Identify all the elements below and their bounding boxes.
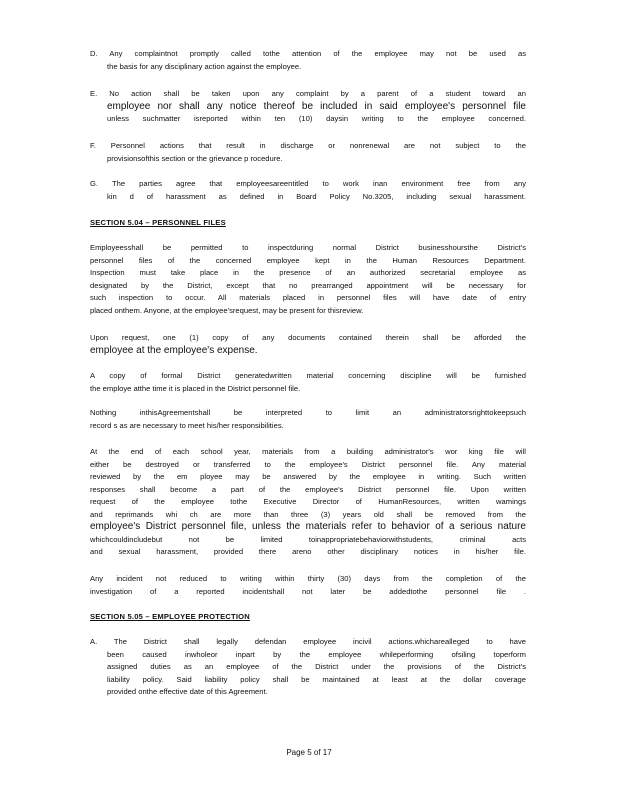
section-a-line: assigned duties as an employee of the District under the provisions of the District's xyxy=(107,662,526,671)
section-d-line: the basis for any disciplinary action against the employee. xyxy=(107,61,302,71)
section-g xyxy=(90,178,526,203)
paragraph-line: record s as are necessary to meet his/her responsibilities. xyxy=(90,420,284,430)
paragraph-line: and sexual harassment, provided there areno other disciplinary notices in his/her file. xyxy=(90,547,526,556)
section-a-line: provided onthe effective date of this Agreement. xyxy=(107,687,268,696)
paragraph-line: At the end of each school year, materials from a building administrator's wor king file will xyxy=(90,447,526,456)
section-g-line: kin d of harassment as defined in Board Policy No.3205, including sexual harassment. xyxy=(107,191,526,201)
section-a-line: liability policy. Said liability policy shall be maintained at least at the dollar coverage xyxy=(107,674,526,684)
section-5-04-heading: SECTION 5.04 – PERSONNEL FILES xyxy=(90,218,226,227)
section-f-line: provisionsofthis section or the grievance p rocedure. xyxy=(107,153,283,163)
section-d-line: D. Any complaintnot promptly called tothe attention of the employee may not be used as xyxy=(90,49,526,58)
paragraph-line: employee at the employee's expense. xyxy=(90,344,258,356)
section-f xyxy=(90,140,526,165)
paragraph-line: personnel files of the concerned employee kept in the Human Resources Department. xyxy=(90,255,526,265)
paragraph-line: employee's District personnel file, unless the materials refer to behavior of a serious nature xyxy=(90,521,526,532)
personnel-files-paragraph-6 xyxy=(90,573,526,598)
personnel-files-paragraph-4 xyxy=(90,407,526,432)
paragraph-line: placed onthem. Anyone, at the employee'srequest, may be present for thisreview. xyxy=(90,305,364,315)
section-d xyxy=(90,48,526,73)
personnel-files-paragraph-2 xyxy=(90,332,526,357)
paragraph-line: request of the employee tothe Executive Director of HumanResources, written wamings xyxy=(90,497,526,506)
section-g-line: G. The parties agree that employeesareentitled to work inan environment free from any xyxy=(90,179,526,188)
section-5-05-heading: SECTION 5.05 – EMPLOYEE PROTECTION xyxy=(90,612,250,621)
section-e-line: employee nor shall any notice thereof be included in said employee's personnel file xyxy=(107,100,526,112)
paragraph-line: designated by the District, except that no prearranged appointment will be necessary for xyxy=(90,280,526,290)
section-e-line: E. No action shall be taken upon any complaint by a parent of a student toward an xyxy=(90,89,526,98)
section-f-line: F. Personnel actions that result in discharge or nonrenewal are not subject to the xyxy=(90,141,526,150)
personnel-files-paragraph-1 xyxy=(90,242,526,317)
section-e xyxy=(90,88,526,126)
paragraph-line: Employeesshall be permitted to inspectduring normal District businesshoursthe District's xyxy=(90,243,526,252)
paragraph-line: reviewed by the em ployee may be answered by the employee in writing. Such written xyxy=(90,472,526,481)
paragraph-line: Any incident not reduced to writing within thirty (30) days from the completion of the xyxy=(90,574,526,583)
paragraph-line: the employe atthe time it is placed in the District personnel file. xyxy=(90,383,301,393)
paragraph-line: whichcouldincludebut not be limited toinappropriatebehaviorwithstudents, criminal acts xyxy=(90,534,526,544)
section-a-line: been caused inwholeor inpart by the employee whileperforming ofsiling toperform xyxy=(107,649,526,659)
section-a-line: A. The District shall legally defendan employee incivil actions.whicharealleged to have xyxy=(90,637,526,646)
paragraph-line: and reprimands whi ch are more than three (3) years old shall be removed from the xyxy=(90,509,526,519)
personnel-files-paragraph-3 xyxy=(90,370,526,395)
page-number-footer: Page 5 of 17 xyxy=(286,748,332,757)
paragraph-line: Nothing inthisAgreementshall be interpreted to limit an administratorsrighttokeepsuch xyxy=(90,408,526,417)
section-a xyxy=(90,636,526,699)
paragraph-line: responses shall become a part of the employee's District personnel file. Upon written xyxy=(90,484,526,494)
paragraph-line: A copy of formal District generatedwritten material concerning discipline will be furnished xyxy=(90,371,526,380)
paragraph-line: such inspection to occur. All materials placed in personnel files will have date of entry xyxy=(90,293,526,302)
paragraph-line: Upon request, one (1) copy of any documents contained therein shall be afforded the xyxy=(90,333,526,342)
section-e-line: unless suchmatter isreported within ten (10) daysin writing to the employee concerned. xyxy=(107,114,526,123)
paragraph-line: investigation of a reported incidentshall not later be addedtothe personnel file . xyxy=(90,586,526,596)
paragraph-line: Inspection must take place in the presence of an authorized secretarial employee as xyxy=(90,268,526,277)
personnel-files-paragraph-5 xyxy=(90,446,526,559)
paragraph-line: either be destroyed or transferred to the employee's District personnel file. Any material xyxy=(90,459,526,469)
